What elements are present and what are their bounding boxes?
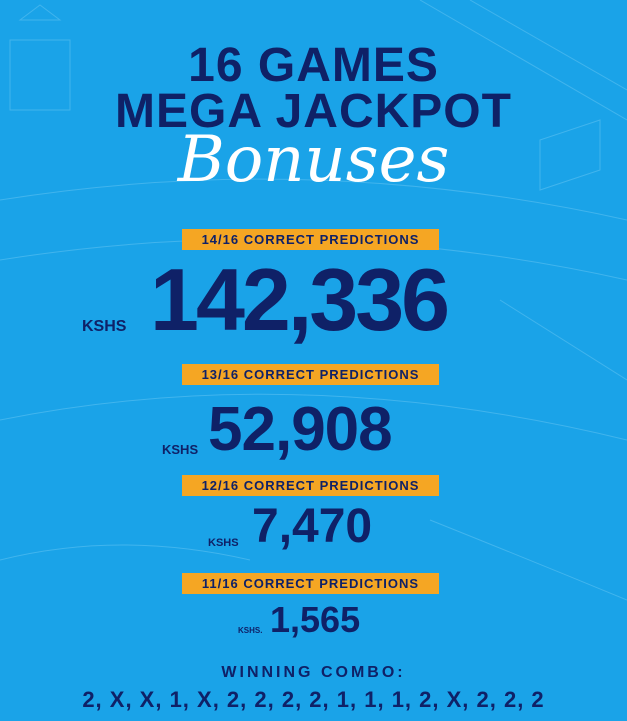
bonus-amount-13: 52,908 (208, 395, 392, 464)
bonus-currency-14: KSHS (82, 318, 127, 335)
bonus-currency-13: KSHS (162, 442, 199, 457)
bonus-amount-12: 7,470 (252, 500, 373, 553)
winning-combo-label: WINNING COMBO: (221, 664, 406, 681)
bonus-label-14: 14/16 CORRECT PREDICTIONS (182, 229, 439, 250)
bonus-amount-14: 142,336 (150, 250, 448, 349)
bonus-label-13: 13/16 CORRECT PREDICTIONS (182, 364, 439, 385)
bonus-amount-11: 1,565 (270, 599, 361, 640)
title-line-2: MEGA JACKPOT (115, 85, 512, 138)
bonus-label-11: 11/16 CORRECT PREDICTIONS (182, 573, 439, 594)
bonus-currency-11: KSHS. (238, 626, 263, 635)
bonus-label-12: 12/16 CORRECT PREDICTIONS (182, 475, 439, 496)
winning-combo: 2, X, X, 1, X, 2, 2, 2, 2, 1, 1, 1, 2, X, 2, 2, 2 (82, 687, 545, 712)
title-line-1: 16 GAMES (188, 39, 439, 92)
title-script: Bonuses (177, 123, 450, 197)
bonus-currency-12: KSHS (208, 537, 239, 549)
